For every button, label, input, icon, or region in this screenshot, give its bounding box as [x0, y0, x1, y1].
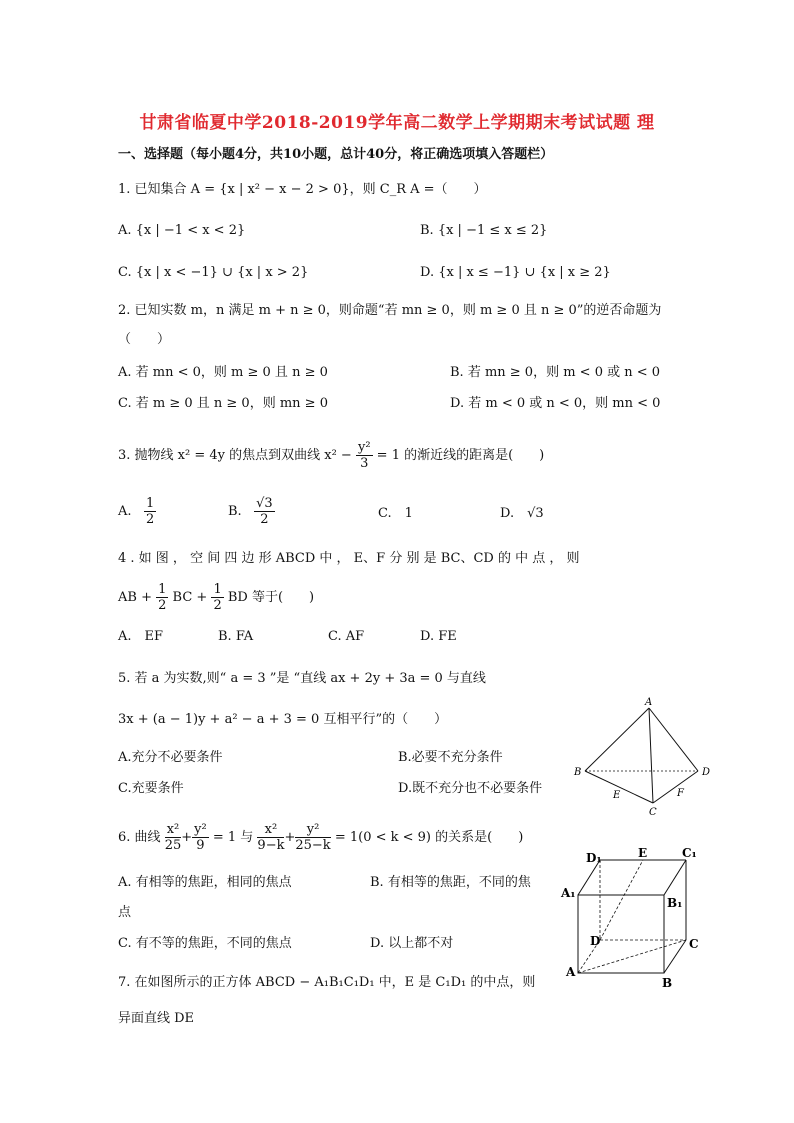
q6-f2n: y² — [194, 822, 207, 837]
q4-stem: 4 . 如 图 ， 空 间 四 边 形 ABCD 中 ， E、F 分 别 是 BC、CD 的 中 点 ， 则 — [118, 551, 580, 566]
q4-half-1-den: 2 — [158, 598, 167, 613]
q6-f3n: x² — [257, 822, 284, 838]
fig1-label-e: E — [613, 790, 621, 801]
fig2-label-d1: D₁ — [586, 851, 602, 865]
q6-f4d: 25−k — [295, 838, 331, 853]
q2-option-a: A. 若 mn < 0，则 m ≥ 0 且 n ≥ 0 — [118, 365, 328, 380]
q2-option-c: C. 若 m ≥ 0 且 n ≥ 0，则 mn ≥ 0 — [118, 396, 328, 411]
q3-option-a — [118, 496, 156, 527]
fig2-label-b1: B₁ — [667, 896, 683, 910]
q6-frac-4 — [295, 822, 330, 853]
q3-a-label: A. — [118, 504, 132, 519]
q4-expr-mid: BC + — [172, 590, 208, 605]
q3-frac-den: 3 — [360, 456, 369, 471]
q2-option-b: B. 若 mn ≥ 0，则 m < 0 或 n < 0 — [450, 365, 661, 380]
q6-f3d: 9−k — [257, 838, 285, 853]
q6-frac-1 — [165, 822, 182, 853]
q3-a-fraction — [144, 496, 156, 527]
q3-a-num: 1 — [145, 496, 155, 511]
q5-option-c: C.充要条件 — [118, 781, 184, 796]
q3-stem-pre: 3. 抛物线 x² = 4y 的焦点到双曲线 x² − — [118, 448, 352, 463]
q2-option-d: D. 若 m < 0 或 n < 0，则 mn < 0 — [450, 396, 661, 411]
q4-option-b: B. FA — [218, 629, 254, 644]
q5-option-d: D.既不充分也不必要条件 — [398, 781, 543, 796]
q1-option-a: A. {x | −1 < x < 2} — [118, 223, 246, 238]
fig1-label-f: F — [677, 788, 684, 799]
q6-option-a: A. 有相等的焦距，相同的焦点 — [118, 875, 292, 890]
q3-frac-num: y² — [357, 440, 371, 455]
q4-half-2 — [211, 582, 223, 613]
q4-option-a: A. EF — [118, 629, 164, 644]
q3-b-num: √3 — [256, 496, 273, 511]
q5-line2: 3x + (a − 1)y + a² − a + 3 = 0 互相平行”的（ ） — [118, 712, 448, 727]
q2-stem: 2. 已知实数 m，n 满足 m + n ≥ 0，则命题“若 mn ≥ 0，则 m ≥ 0 且 n ≥ 0”的逆否命题为 — [118, 303, 662, 318]
fig1-label-c: C — [649, 807, 657, 818]
q4-option-d: D. FE — [420, 629, 457, 644]
q5-option-b: B.必要不充分条件 — [398, 750, 503, 765]
q7-stem: 7. 在如图所示的正方体 ABCD − A₁B₁C₁D₁ 中，E 是 C₁D₁ 的中点，则 — [118, 975, 536, 990]
q6-option-d: D. 以上都不对 — [370, 936, 454, 951]
section-heading: 一、选择题（每小题4分，共10小题，总计40分，将正确选项填入答题栏） — [118, 147, 554, 162]
page-title: 甘肃省临夏中学2018-2019学年高二数学上学期期末考试试题 理 — [139, 113, 655, 133]
cube-figure — [558, 845, 718, 990]
q4-half-2-num: 1 — [213, 582, 222, 597]
q6-option-b-cont: 点 — [118, 905, 132, 920]
q6-frac-2 — [192, 822, 209, 853]
q3-fraction — [356, 440, 373, 471]
fig1-label-b: B — [574, 767, 582, 778]
q4-option-c: C. AF — [328, 629, 365, 644]
q6-option-b: B. 有相等的焦距，不同的焦 — [370, 875, 531, 890]
fig2-label-c: C — [689, 937, 699, 951]
q6-f2d: 9 — [196, 838, 205, 853]
fig2-label-d: D — [590, 934, 601, 948]
q7-line2: 异面直线 DE — [118, 1011, 195, 1026]
q4-half-2-den: 2 — [213, 598, 222, 613]
q3-option-d: D. √3 — [500, 506, 544, 521]
tetrahedron-figure — [565, 695, 725, 820]
fig2-label-e: E — [638, 846, 648, 860]
q4-expr-post: BD 等于( ) — [227, 590, 315, 605]
q3-a-den: 2 — [145, 512, 155, 527]
q5-stem: 5. 若 a 为实数,则“ a = 3 ”是 “直线 ax + 2y + 3a = 0 与直线 — [118, 671, 486, 686]
q3-b-den: 2 — [260, 512, 269, 527]
q6-option-c: C. 有不等的焦距，不同的焦点 — [118, 936, 292, 951]
fig2-label-b: B — [662, 976, 673, 990]
q4-expression — [118, 582, 314, 613]
q3-stem — [118, 440, 544, 471]
fig2-label-c1: C₁ — [682, 846, 697, 860]
fig2-label-a1: A₁ — [561, 886, 576, 900]
q3-b-label: B. — [228, 504, 242, 519]
q6-stem: 6. 曲线 $\frac{\text{x²}}{25}$ + $\frac{\text{y²}}{9}$ = 1 与 $\frac{\text{x²}}{9-k}$ + $\frac{\text{y²}}{25-k}$ = 1(0 < k < 9) 的关系是( ) — [118, 822, 524, 853]
q6-stem-mid: = 1 与 — [212, 830, 254, 845]
q2-paren: （ ） — [118, 332, 171, 347]
fig1-label-a: A — [645, 697, 653, 708]
q6-stem-pre: 6. 曲线 — [118, 830, 161, 845]
fig1-label-d: D — [702, 767, 711, 778]
q4-half-1-num: 1 — [158, 582, 167, 597]
q5-option-a: A.充分不必要条件 — [118, 750, 223, 765]
q3-stem-post: = 1 的渐近线的距离是( ) — [376, 448, 545, 463]
q1-option-c: C. {x | x < −1} ∪ {x | x > 2} — [118, 265, 309, 280]
q1-option-b: B. {x | −1 ≤ x ≤ 2} — [420, 223, 548, 238]
q3-option-b — [228, 496, 275, 527]
q4-expr-pre: AB + — [118, 590, 152, 605]
q6-frac-3 — [257, 822, 284, 853]
q6-f4n: y² — [295, 822, 330, 838]
q1-option-d: D. {x | x ≤ −1} ∪ {x | x ≥ 2} — [420, 265, 611, 280]
q3-b-fraction — [254, 496, 275, 527]
fig2-label-a: A — [566, 965, 576, 979]
q6-f1n: x² — [166, 822, 180, 837]
q4-half-1 — [156, 582, 168, 613]
q1-stem: 1. 已知集合 A = {x | x² − x − 2 > 0}，则 C_R A =（ ） — [118, 182, 487, 197]
q6-f1d: 25 — [164, 838, 182, 853]
q3-option-c: C. 1 — [378, 506, 413, 521]
q6-stem-post: = 1(0 < k < 9) 的关系是( ) — [334, 830, 524, 845]
